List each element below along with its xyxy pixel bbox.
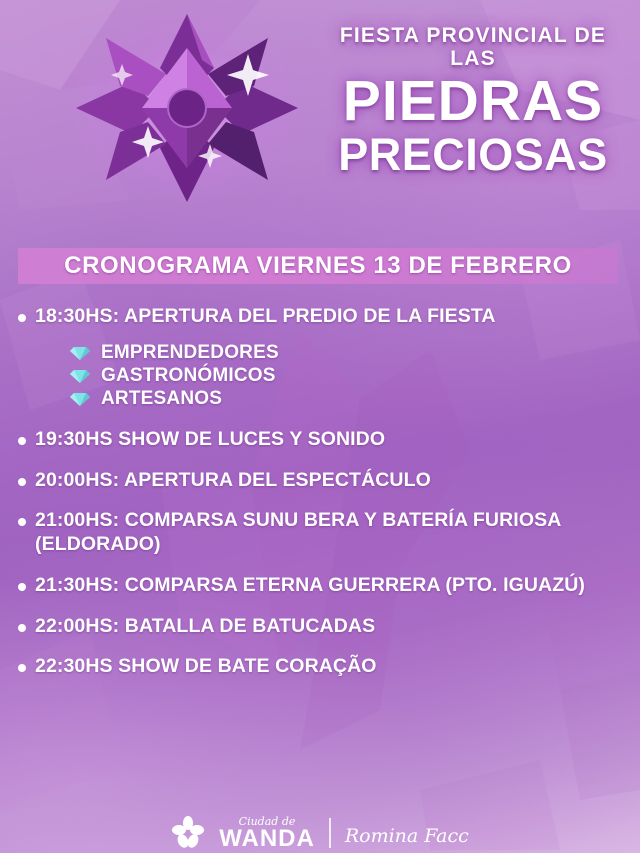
list-item: [18, 509, 622, 557]
schedule-item-text: 19:30HS SHOW DE LUCES Y SONIDO: [35, 427, 386, 450]
poster-title: [320, 24, 626, 181]
bullet-icon: [18, 624, 26, 632]
city-logo-big: WANDA: [219, 825, 315, 852]
list-item: [18, 655, 622, 679]
schedule-item-text: 22:00HS: BATALLA DE BATUCADAS: [35, 614, 376, 637]
title-line-3: PRECIOSAS: [338, 129, 608, 181]
schedule-item-text: 22:30HS SHOW DE BATE CORAÇÃO: [35, 655, 377, 678]
title-line-2: PIEDRAS: [342, 69, 604, 134]
schedule-item-text: 20:00HS: APERTURA DEL ESPECTÁCULO: [35, 468, 431, 491]
schedule-subitem-text: EMPRENDEDORES: [101, 341, 279, 363]
list-item: [70, 342, 622, 364]
schedule-sublist: [70, 342, 622, 410]
gem-bullet-icon: [70, 368, 90, 384]
city-logo-small: Ciudad de: [238, 815, 296, 828]
bullet-icon: [18, 518, 26, 526]
city-logo: [219, 816, 315, 851]
bullet-icon: [18, 478, 26, 486]
list-item: [18, 305, 622, 329]
gem-bullet-icon: [70, 345, 90, 361]
list-item: [70, 365, 622, 387]
flower-icon: [171, 815, 205, 849]
bullet-icon: [18, 437, 26, 445]
list-item: [18, 615, 622, 639]
bullet-icon: [18, 314, 26, 322]
footer: [0, 805, 640, 853]
list-item: [70, 388, 622, 410]
schedule-item-text: 21:00HS: COMPARSA SUNU BERA Y BATERÍA FURIOSA (ELDORADO): [35, 509, 561, 556]
schedule-item-text: 21:30HS: COMPARSA ETERNA GUERRERA (PTO. IGUAZÚ): [35, 573, 586, 596]
title-line-1: FIESTA PROVINCIAL DE LAS: [339, 24, 607, 71]
schedule-banner: [18, 248, 618, 284]
schedule-subitem-text: ARTESANOS: [101, 387, 223, 409]
bullet-icon: [18, 664, 26, 672]
list-item: [18, 574, 622, 598]
footer-divider: [329, 818, 331, 848]
gem-bullet-icon: [70, 391, 90, 407]
schedule-banner-label: CRONOGRAMA VIERNES 13 DE FEBRERO: [64, 252, 572, 279]
signature-text: Romina Facc: [344, 825, 469, 847]
schedule-list: [18, 305, 622, 696]
list-item: [18, 469, 622, 493]
schedule-item-text: 18:30HS: APERTURA DEL PREDIO DE LA FIESTA: [35, 305, 496, 327]
schedule-subitem-text: GASTRONÓMICOS: [101, 364, 276, 386]
list-item: [18, 428, 622, 452]
bullet-icon: [18, 583, 26, 591]
gem-logo-icon: [62, 8, 312, 208]
